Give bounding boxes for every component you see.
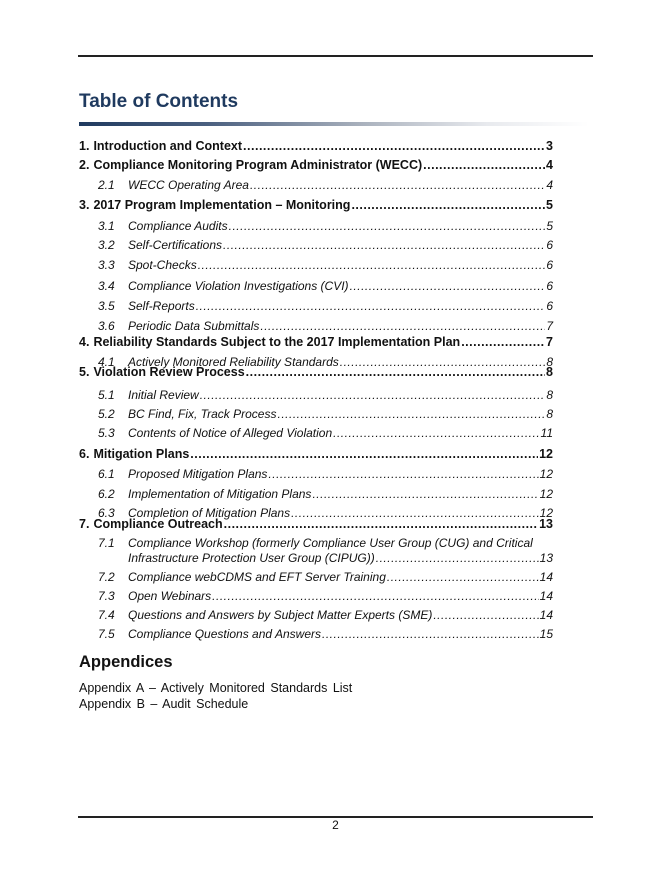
toc-entry-page: 8 [546,355,553,369]
dot-leader [376,551,539,566]
dot-leader [423,157,545,173]
toc-entry-number: 7.4 [98,608,115,622]
toc-entry-title: Introduction and Context [93,139,243,153]
toc-entry-number: 6.3 [98,506,115,520]
toc-subentry[interactable] [98,406,553,422]
title-underline-bar [79,122,589,126]
toc-entry-page: 7 [546,319,553,333]
toc-entry-page: 14 [539,570,553,584]
appendix-item: Appendix A – Actively Monitored Standards List [79,681,353,695]
toc-entry-title: Compliance Questions and Answers [128,627,321,641]
toc-entry-title: Periodic Data Submittals [128,319,260,333]
dot-leader [461,334,545,350]
toc-subentry[interactable] [98,298,553,314]
dot-leader [212,588,538,604]
toc-entry-number: 6. [79,447,90,461]
toc-entry[interactable] [79,446,553,462]
toc-entry-page: 8 [546,407,553,421]
toc-entry-number: 7. [79,517,90,531]
dot-leader [351,197,545,213]
toc-entry-title: Compliance Audits [128,219,228,233]
dot-leader [250,177,545,193]
dot-leader [243,138,545,154]
dot-leader [200,387,546,403]
toc-entry[interactable] [79,197,553,213]
toc-entry-title-block [128,536,553,566]
toc-entry-title-line1: Compliance Workshop (formerly Compliance User Group (CUG) and Critical [128,536,533,550]
toc-entry-page: 7 [546,335,553,349]
toc-subentry[interactable] [98,218,553,234]
toc-entry-page: 6 [546,299,553,313]
toc-entry-page: 4 [546,158,553,172]
toc-entry[interactable] [79,516,553,532]
toc-entry-number: 7.3 [98,589,115,603]
toc-entry-title: Open Webinars [128,589,212,603]
page-title: Table of Contents [79,91,239,112]
header-rule [78,55,593,57]
toc-entry-page: 3 [546,139,553,153]
toc-entry-page: 12 [539,506,553,520]
toc-entry-page: 8 [546,365,553,379]
toc-subentry[interactable] [98,425,553,441]
toc-entry-title: Implementation of Mitigation Plans [128,487,312,501]
toc-entry-title-line2: Infrastructure Protection User Group (CIPUG)) [128,551,375,565]
toc-entry-page: 4 [546,178,553,192]
dot-leader [260,318,545,334]
toc-entry[interactable] [79,334,553,350]
toc-entry-title: Proposed Mitigation Plans [128,467,268,481]
dot-leader [196,298,546,314]
toc-entry-page: 12 [539,487,553,501]
toc-entry-title: Initial Review [128,388,199,402]
toc-entry-page: 14 [539,608,553,622]
toc-entry-page: 6 [546,279,553,293]
toc-entry-title: Compliance Violation Investigations (CVI) [128,279,349,293]
dot-leader [277,406,545,422]
toc-entry-page: 8 [546,388,553,402]
toc-entry-number: 1. [79,139,90,153]
dot-leader [333,425,539,441]
toc-entry-title: Mitigation Plans [93,447,190,461]
toc-entry-title: Compliance Monitoring Program Administrator (WECC) [93,158,423,172]
toc-entry-title: Contents of Notice of Alleged Violation [128,426,333,440]
toc-entry-number: 6.1 [98,467,115,481]
toc-entry-number: 3.5 [98,299,115,313]
toc-entry-page: 12 [539,467,553,481]
toc-entry-number: 4.1 [98,355,115,369]
dot-leader [322,626,539,642]
toc-entry-title: Self-Certifications [128,238,223,252]
toc-entry-title: Compliance webCDMS and EFT Server Training [128,570,386,584]
toc-subentry[interactable] [98,607,553,623]
toc-entry-page: 6 [546,258,553,272]
toc-entry-title-line2-row [128,551,553,566]
toc-entry-number: 7.5 [98,627,115,641]
dot-leader [224,516,538,532]
toc-entry-title: Reliability Standards Subject to the 2017 Implementation Plan [93,335,461,349]
dot-leader [433,607,538,623]
dot-leader [246,364,545,380]
dot-leader [223,237,545,253]
toc-entry-number: 5.2 [98,407,115,421]
dot-leader [312,486,538,502]
toc-subentry[interactable] [98,466,553,482]
toc-entry-page: 5 [546,198,553,212]
toc-subentry[interactable] [98,278,553,294]
toc-entry-number: 3.4 [98,279,115,293]
toc-subentry[interactable] [98,237,553,253]
toc-entry-number: 7.1 [98,536,115,550]
toc-subentry[interactable] [98,569,553,585]
dot-leader [198,257,546,273]
toc-entry-number: 2.1 [98,178,115,192]
dot-leader [387,569,539,585]
toc-entry-title: Questions and Answers by Subject Matter Experts (SME) [128,608,433,622]
toc-entry-number: 3.2 [98,238,115,252]
toc-entry-title: Spot-Checks [128,258,197,272]
toc-subentry[interactable] [98,536,553,566]
toc-entry-title: 2017 Program Implementation – Monitoring [93,198,351,212]
toc-entry-number: 2. [79,158,90,172]
toc-entry-page: 11 [540,426,553,440]
appendix-item: Appendix B – Audit Schedule [79,697,249,711]
dot-leader [229,218,546,234]
toc-entry-title: Compliance Outreach [93,517,223,531]
toc-entry-page: 6 [546,238,553,252]
toc-entry-page: 5 [546,219,553,233]
toc-entry-page: 13 [539,551,553,565]
toc-entry-title: WECC Operating Area [128,178,249,192]
toc-subentry[interactable] [98,486,553,502]
toc-entry-number: 4. [79,335,90,349]
toc-subentry[interactable] [98,387,553,403]
toc-entry-title: BC Find, Fix, Track Process [128,407,277,421]
toc-entry-number: 3.3 [98,258,115,272]
toc-subentry[interactable] [98,318,553,334]
toc-subentry[interactable] [98,626,553,642]
toc-entry-page: 13 [539,517,553,531]
toc-entry-number: 5.1 [98,388,115,402]
page-number: 2 [332,818,339,832]
toc-entry-number: 5. [79,365,90,379]
toc-entry[interactable] [79,157,553,173]
toc-entry-title: Self-Reports [128,299,195,313]
toc-entry-page: 14 [539,589,553,603]
toc-entry-number: 3.1 [98,219,115,233]
toc-entry-number: 7.2 [98,570,115,584]
toc-subentry[interactable] [98,177,553,193]
appendices-heading: Appendices [79,653,173,671]
toc-entry-number: 6.2 [98,487,115,501]
toc-entry[interactable] [79,364,553,380]
toc-entry-number: 3.6 [98,319,115,333]
dot-leader [268,466,538,482]
toc-entry-title: Actively Monitored Reliability Standards [128,355,339,369]
toc-subentry[interactable] [98,257,553,273]
toc-entry-page: 12 [539,447,553,461]
toc-entry-page: 15 [539,627,553,641]
toc-entry-number: 3. [79,198,90,212]
toc-entry-number: 5.3 [98,426,115,440]
toc-entry-title: Violation Review Process [93,365,245,379]
toc-entry[interactable] [79,138,553,154]
toc-entry-title: Completion of Mitigation Plans [128,506,291,520]
dot-leader [350,278,546,294]
toc-subentry[interactable] [98,588,553,604]
dot-leader [190,446,538,462]
